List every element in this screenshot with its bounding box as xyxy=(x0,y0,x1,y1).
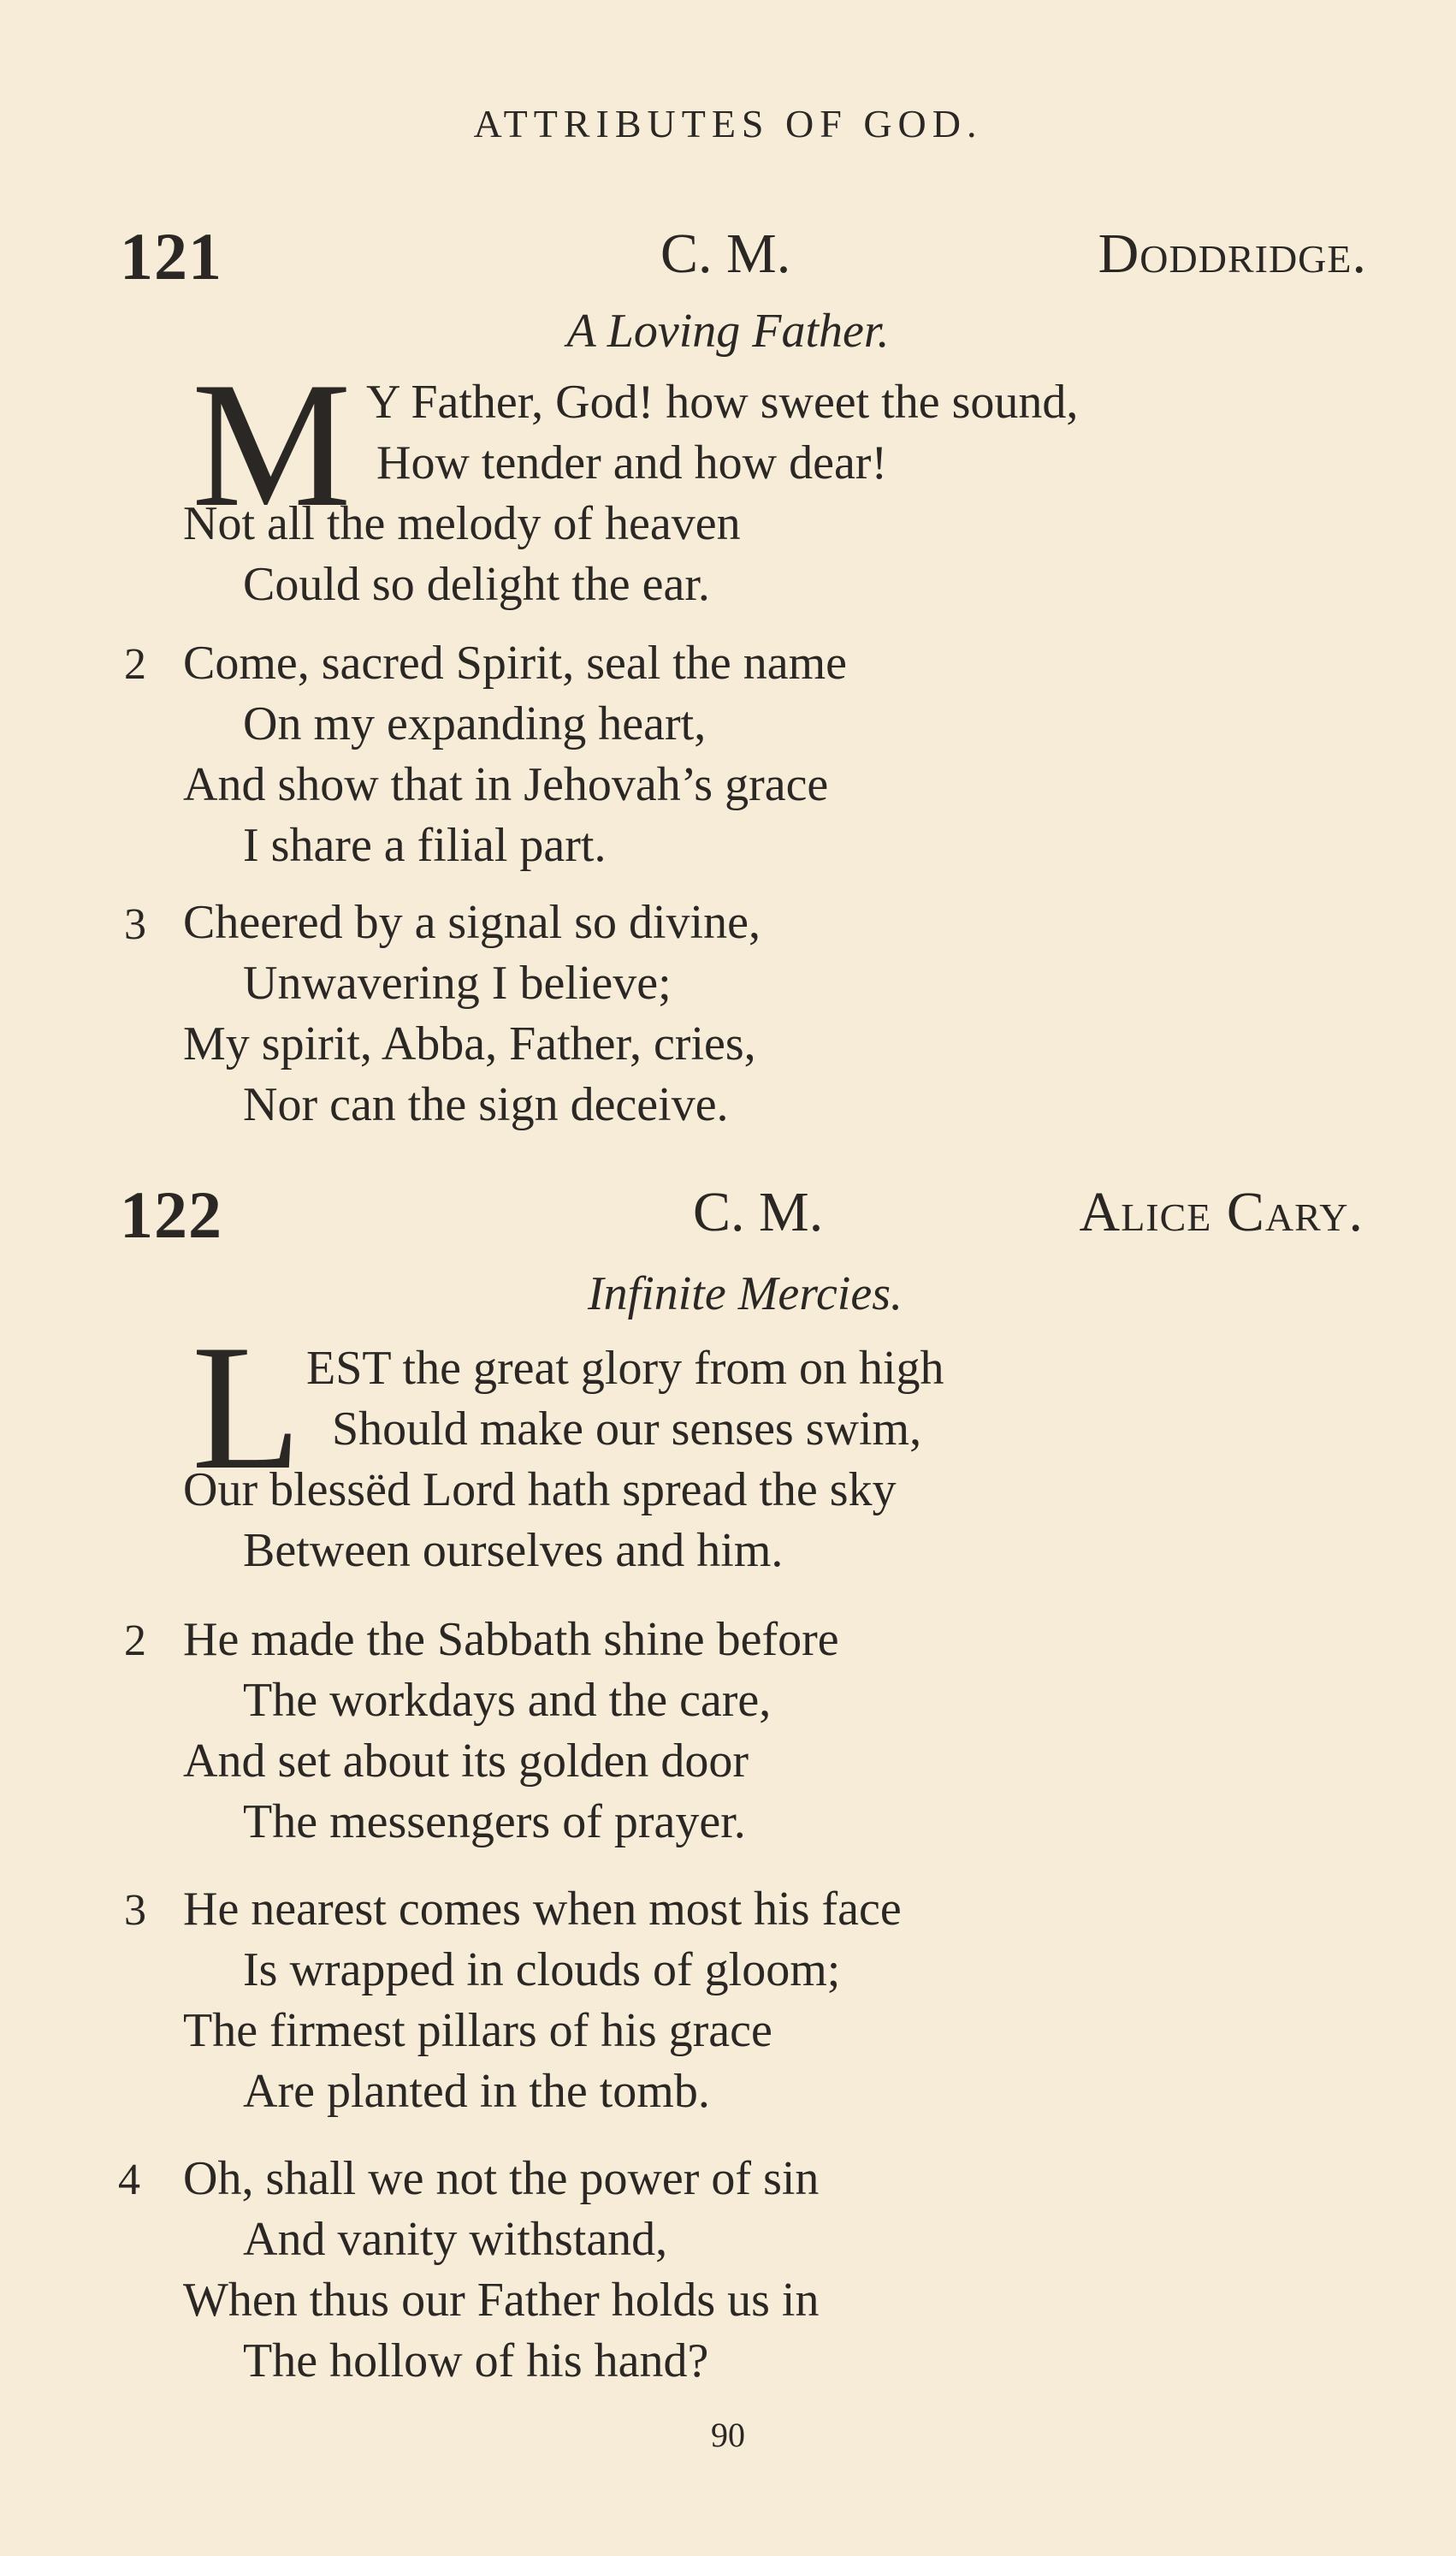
verse-line: Come, sacred Spirit, seal the name xyxy=(183,637,847,690)
verse-line: He made the Sabbath shine before xyxy=(183,1613,839,1666)
verse-line: Oh, shall we not the power of sin xyxy=(183,2152,820,2205)
verse-line: The messengers of prayer. xyxy=(243,1795,746,1848)
hymn-number: 122 xyxy=(120,1177,222,1252)
verse-line: Y Father, God! how sweet the sound, xyxy=(366,376,1079,429)
hymn-subtitle: A Loving Father. xyxy=(566,305,890,358)
verse-line: Unwavering I believe; xyxy=(243,957,672,1010)
verse-line: And show that in Jehovah’s grace xyxy=(183,758,829,811)
verse-line: My spirit, Abba, Father, cries, xyxy=(183,1017,756,1070)
verse-line: On my expanding heart, xyxy=(243,697,707,750)
drop-cap: M xyxy=(192,346,352,544)
verse-line: Nor can the sign deceive. xyxy=(243,1078,729,1131)
verse-line: Not all the melody of heaven xyxy=(183,497,741,550)
verse-line: The hollow of his hand? xyxy=(243,2334,709,2387)
verse-line: Our blessëd Lord hath spread the sky xyxy=(183,1463,897,1516)
verse-line: Are planted in the tomb. xyxy=(243,2065,710,2118)
verse-line: Between ourselves and him. xyxy=(243,1524,784,1577)
verse-line: He nearest comes when most his face xyxy=(183,1883,902,1936)
verse-line: Should make our senses swim, xyxy=(332,1403,922,1456)
page-number: 90 xyxy=(711,2416,745,2454)
verse-line: I share a filial part. xyxy=(243,819,607,872)
verse-number: 3 xyxy=(124,1886,146,1935)
hymn-subtitle: Infinite Mercies. xyxy=(587,1267,903,1320)
verse-line: EST the great glory from on high xyxy=(306,1342,944,1395)
verse-number: 2 xyxy=(124,640,146,689)
verse-line: And set about its golden door xyxy=(183,1735,749,1788)
verse-line: Cheered by a signal so divine, xyxy=(183,896,761,949)
hymn-author: Alice Cary. xyxy=(1079,1181,1364,1243)
verse-line: The workdays and the care, xyxy=(243,1674,772,1727)
hymn-meter: C. M. xyxy=(693,1181,824,1243)
verse-line: And vanity withstand, xyxy=(243,2213,668,2266)
hymn-header-121 xyxy=(0,218,1456,295)
verse-line: Could so delight the ear. xyxy=(243,558,710,611)
verse-line: How tender and how dear! xyxy=(376,436,888,489)
hymn-author: Doddridge. xyxy=(1098,222,1367,285)
verse-number: 2 xyxy=(124,1616,146,1665)
verse-number: 3 xyxy=(124,900,146,949)
verse-number: 4 xyxy=(118,2156,140,2204)
hymn-meter: C. M. xyxy=(660,222,791,285)
running-head: ATTRIBUTES OF GOD. xyxy=(473,102,983,145)
verse-line: The firmest pillars of his grace xyxy=(183,2004,772,2057)
drop-cap: L xyxy=(192,1308,302,1507)
hymn-number: 121 xyxy=(120,219,222,294)
hymn-header-122 xyxy=(0,1177,1456,1254)
verse-line: When thus our Father holds us in xyxy=(183,2274,820,2327)
verse-line: Is wrapped in clouds of gloom; xyxy=(243,1943,841,1996)
